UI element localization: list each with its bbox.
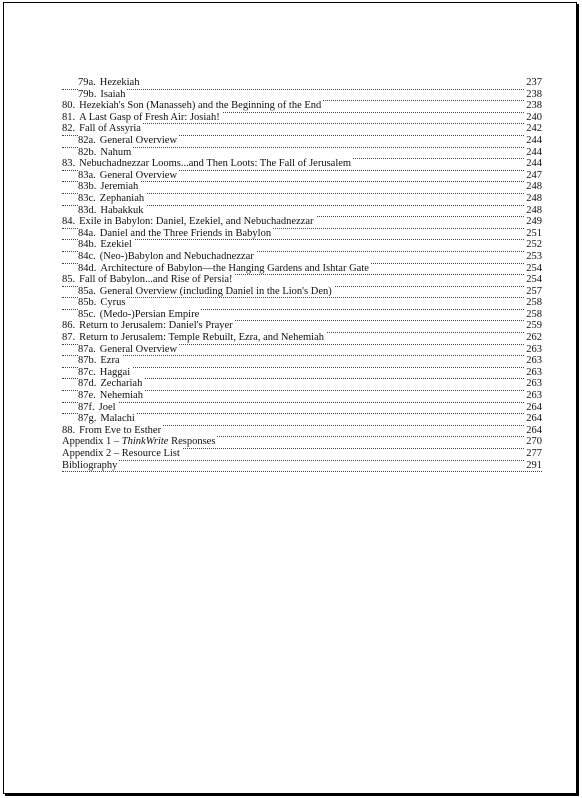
toc-entry-page-number: 264 [526, 401, 542, 413]
toc-entry-page-number: 244 [526, 134, 542, 146]
toc-entry-page-number: 259 [526, 320, 542, 332]
toc-entry-number: 87b. [78, 355, 100, 367]
toc-entry-number: 88. [62, 425, 79, 437]
toc-entry-page-number: 240 [526, 111, 542, 123]
toc-entry-title: Hezekiah's Son (Manasseh) and the Beginning of the End [79, 100, 322, 112]
toc-entry-number: 87f. [78, 402, 99, 414]
toc-entry [62, 229, 542, 241]
toc-entry-number: 82a. [78, 135, 100, 147]
toc-entry-title: General Overview [99, 343, 178, 355]
toc-entry-title: Haggai [99, 366, 131, 378]
toc-entry-number: 83c. [78, 193, 100, 205]
toc-entry-number: 87g. [78, 413, 100, 425]
toc-entry-number: 84b. [78, 239, 100, 251]
toc-entry-page-number: 248 [526, 192, 542, 204]
toc-entry-title: Appendix 2 – Resource List [62, 448, 180, 459]
toc-entry [62, 78, 542, 90]
toc-entry [62, 449, 542, 461]
toc-entry-page-number: 258 [526, 297, 542, 309]
toc-entry-page-number: 257 [526, 285, 542, 297]
toc-entry-page-number: 238 [526, 100, 542, 112]
toc-entry-page-number: 263 [526, 355, 542, 367]
toc-entry-title: Return to Jerusalem: Temple Rebuilt, Ezra, and Nehemiah [79, 332, 324, 344]
toc-entry [62, 461, 542, 473]
toc-entry [62, 391, 542, 403]
toc-entry-page-number: 242 [526, 123, 542, 135]
toc-entry-number: 87c. [78, 367, 100, 379]
toc-entry-title: Nehemiah [99, 390, 143, 402]
toc-entry-title-italic: ThinkWrite [121, 436, 169, 448]
toc-entry-page-number: 264 [526, 424, 542, 436]
toc-entry-title: A Last Gasp of Fresh Air: Josiah! [79, 111, 220, 123]
toc-entry-title: Daniel and the Three Friends in Babylon [99, 227, 272, 239]
toc-entry-page-number: 244 [526, 146, 542, 158]
toc-entry-number: 80. [62, 100, 79, 112]
toc-entry-number: 79b. [78, 89, 100, 101]
toc-entry-number: 87e. [78, 390, 100, 402]
toc-entry-page-number: 237 [526, 77, 542, 88]
toc-entry-number: 84d. [78, 263, 100, 275]
toc-entry-number: 87d. [78, 378, 100, 390]
toc-entry-title: Architecture of Babylon—the Hanging Gardens and Ishtar Gate [100, 262, 369, 274]
toc-entry-title: Nebuchadnezzar Looms...and Then Loots: The Fall of Jerusalem [79, 158, 352, 170]
toc-entry-number: 84. [62, 216, 79, 228]
toc-entry-page-number: 277 [526, 448, 542, 459]
toc-entry-title: Bibliography [62, 459, 118, 471]
toc-entry-title: Fall of Assyria [79, 123, 141, 135]
toc-entry-title: Zechariah [100, 378, 143, 390]
toc-entry-page-number: 270 [526, 436, 542, 448]
toc-entry-number: 81. [62, 112, 79, 124]
toc-entry-title-part: Appendix 1 – [62, 436, 122, 448]
toc-entry-page-number: 249 [526, 216, 542, 228]
toc-entry-number: 83b. [78, 181, 100, 193]
toc-entry-number: 84c. [78, 251, 100, 263]
toc-entry-page-number: 253 [526, 250, 542, 262]
toc-entry-title: Exile in Babylon: Daniel, Ezekiel, and Nebuchadnezzar [79, 216, 314, 228]
toc-entry-number: 84a. [78, 228, 100, 240]
toc-entry-title: Return to Jerusalem: Daniel's Prayer [79, 320, 233, 332]
toc-entry-page-number: 291 [526, 459, 542, 471]
toc-entry-number: 87. [62, 332, 79, 344]
toc-entry-number: 83d. [78, 205, 100, 217]
toc-entry-page-number: 263 [526, 378, 542, 390]
toc-entry-number: 85. [62, 274, 79, 286]
toc-entry-title: Isaiah [100, 88, 126, 100]
toc-entry-page-number: 262 [526, 332, 542, 344]
toc-entry-title: Fall of Babylon...and Rise of Persia! [79, 274, 233, 286]
toc-entry-number: 85b. [78, 297, 100, 309]
toc-entry-number: 82. [62, 123, 79, 135]
toc-entry-title: Cyrus [100, 297, 126, 309]
toc-entry-title: (Medo-)Persian Empire [99, 308, 200, 320]
toc-entry-number: 85c. [78, 309, 100, 321]
toc-entry-title: Nahum [100, 146, 132, 158]
toc-entry-title: Jeremiah [100, 181, 139, 193]
toc-entry-title: Malachi [100, 413, 135, 425]
toc-entry-title: Ezekiel [100, 239, 132, 251]
toc-entry-page-number: 244 [526, 158, 542, 170]
toc-entry-title: Ezra [100, 355, 120, 367]
toc-entry-number: 83. [62, 158, 79, 170]
toc-entry-page-number: 254 [526, 274, 542, 286]
toc-entry-number: 86. [62, 320, 79, 332]
toc-entry-title: Joel [98, 401, 116, 413]
toc-entry-title: From Eve to Esther [79, 424, 162, 436]
toc-entry-page-number: 263 [526, 366, 542, 378]
toc-entry-title: Habakkuk [100, 204, 144, 216]
toc-entry-title-part: Responses [168, 436, 216, 448]
toc-entry-page-number: 238 [526, 88, 542, 100]
toc-entry-title [62, 436, 217, 448]
toc-entry-page-number: 247 [526, 169, 542, 181]
toc-entry-page-number: 258 [526, 308, 542, 320]
toc-entry-title: General Overview (including Daniel in the Lion's Den) [99, 285, 332, 297]
toc-entry-number: 85a. [78, 286, 100, 298]
toc-entry-page-number: 251 [526, 227, 542, 239]
toc-entry-page-number: 248 [526, 204, 542, 216]
toc-entry [62, 287, 542, 299]
toc-entry [62, 136, 542, 148]
toc-entry-title: General Overview [99, 134, 178, 146]
toc-entry-title: Hezekiah [99, 77, 140, 88]
toc-entry-page-number: 254 [526, 262, 542, 274]
toc-entry-number: 83a. [78, 170, 100, 182]
toc-entry-title: Zephaniah [99, 192, 145, 204]
toc-entry-page-number: 248 [526, 181, 542, 193]
toc-entry-page-number: 263 [526, 343, 542, 355]
toc-entry-page-number: 263 [526, 390, 542, 402]
toc-entry [62, 356, 542, 368]
toc-entry [62, 345, 542, 357]
toc-entry-number: 82b. [78, 147, 100, 159]
toc-entry-number: 79a. [78, 77, 100, 89]
toc-entry-page-number: 264 [526, 413, 542, 425]
table-of-contents [62, 78, 542, 472]
toc-entry-number: 87a. [78, 344, 100, 356]
toc-entry-title: General Overview [99, 169, 178, 181]
toc-entry-title: (Neo-)Babylon and Nebuchadnezzar [99, 250, 254, 262]
toc-entry-page-number: 252 [526, 239, 542, 251]
